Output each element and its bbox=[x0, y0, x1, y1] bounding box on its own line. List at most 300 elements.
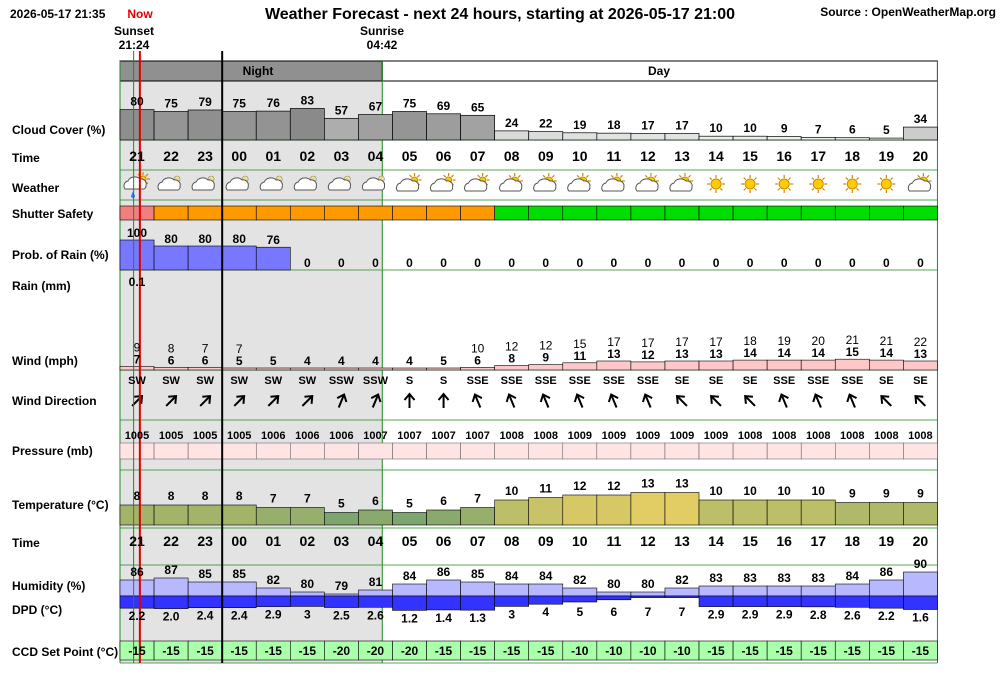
pressure-cell bbox=[529, 443, 563, 459]
temperature-value: 11 bbox=[539, 481, 553, 496]
cloud-bar bbox=[631, 134, 665, 140]
sun-ray bbox=[788, 188, 790, 190]
sun-ray bbox=[812, 178, 814, 180]
ccd-value: -15 bbox=[128, 644, 146, 658]
cloud-bar bbox=[324, 118, 358, 140]
sun-ray bbox=[880, 178, 882, 180]
time-label: 23 bbox=[197, 148, 213, 164]
humidity-value: 83 bbox=[743, 571, 757, 585]
dpd-bar bbox=[801, 596, 835, 607]
ccd-value: -15 bbox=[537, 644, 555, 658]
rain-prob-value: 0 bbox=[440, 256, 447, 270]
wind-gust-value: 17 bbox=[607, 335, 621, 349]
wind-arrow-icon bbox=[845, 393, 860, 410]
rain-prob-value: 0 bbox=[780, 256, 788, 270]
shutter-cell-safe bbox=[767, 206, 801, 220]
cloud-value: 6 bbox=[848, 122, 856, 137]
humidity-bar bbox=[563, 588, 597, 596]
temperature-bar bbox=[461, 508, 495, 526]
wind-bar bbox=[869, 360, 903, 370]
rain-prob-value: 80 bbox=[232, 232, 246, 246]
wind-dir-label: SSE bbox=[568, 375, 591, 387]
pressure-cell bbox=[427, 443, 461, 459]
sun-ray bbox=[645, 175, 647, 177]
pressure-cell bbox=[631, 443, 665, 459]
temperature-value: 10 bbox=[505, 484, 519, 498]
cloud-shape bbox=[534, 179, 556, 191]
dpd-value: 6 bbox=[610, 605, 618, 619]
dpd-bar bbox=[256, 596, 290, 607]
sun-ray bbox=[518, 175, 520, 177]
pressure-value: 1008 bbox=[533, 430, 558, 442]
sun-ray bbox=[744, 188, 746, 190]
wind-bar bbox=[154, 367, 188, 370]
pressure-cell bbox=[801, 443, 835, 459]
cloud-shape bbox=[431, 179, 453, 191]
sun-ray bbox=[410, 175, 412, 177]
rain-prob-value: 0 bbox=[508, 256, 516, 270]
day-header-label: Day bbox=[647, 64, 671, 78]
temperature-bar bbox=[563, 495, 597, 525]
cloud-bar bbox=[903, 127, 937, 140]
temperature-value: 12 bbox=[607, 479, 621, 493]
pressure-cell bbox=[733, 443, 767, 459]
humidity-bar bbox=[222, 582, 256, 596]
wind-dir-label: SE bbox=[708, 375, 724, 387]
wind-speed-value: 11 bbox=[573, 348, 587, 363]
cloud-value: 17 bbox=[641, 118, 655, 133]
cloud-bar bbox=[733, 136, 767, 140]
wind-arrow-icon bbox=[538, 393, 553, 410]
humidity-bar bbox=[665, 588, 699, 596]
wind-speed-value: 4 bbox=[406, 354, 413, 368]
dpd-value: 1.2 bbox=[401, 611, 418, 626]
cloud-bar bbox=[154, 112, 188, 141]
dpd-bar bbox=[222, 596, 256, 608]
rain-prob-value: 0 bbox=[474, 256, 481, 270]
humidity-bar bbox=[835, 584, 869, 596]
shutter-cell-safe bbox=[597, 206, 631, 220]
rain-prob-value: 0 bbox=[372, 256, 379, 270]
pressure-value: 1009 bbox=[601, 430, 627, 442]
pressure-cell bbox=[222, 443, 256, 459]
rain-prob-bar bbox=[188, 246, 222, 270]
cloud-shape bbox=[602, 179, 624, 191]
cloud-value: 83 bbox=[300, 93, 315, 108]
time-label: 14 bbox=[708, 148, 724, 164]
wind-dir-label: SSE bbox=[841, 375, 864, 387]
sunrise-label: Sunrise bbox=[359, 24, 405, 38]
temperature-bar bbox=[256, 508, 290, 526]
dpd-bar bbox=[188, 596, 222, 608]
humidity-value: 80 bbox=[300, 577, 315, 591]
cloud-value: 19 bbox=[573, 117, 587, 132]
sun-disc bbox=[779, 179, 789, 189]
cloud-shape bbox=[908, 179, 930, 191]
dpd-bar bbox=[699, 596, 733, 607]
now-label: Now bbox=[127, 7, 153, 21]
wind-dir-label: SSW bbox=[328, 375, 354, 387]
wind-gust-value: 19 bbox=[777, 334, 791, 349]
temperature-value: 6 bbox=[440, 494, 447, 508]
dpd-bar bbox=[358, 596, 392, 607]
wind-speed-value: 13 bbox=[675, 347, 689, 361]
sun-ray bbox=[552, 175, 554, 177]
humidity-value: 87 bbox=[164, 563, 178, 577]
ccd-value: -15 bbox=[298, 644, 317, 658]
humidity-bar bbox=[154, 578, 188, 596]
wind-arrow-icon bbox=[573, 393, 588, 410]
time-label: 17 bbox=[810, 148, 827, 164]
dpd-bar bbox=[154, 596, 188, 609]
sun-ray bbox=[478, 175, 480, 177]
wind-bar bbox=[699, 361, 733, 370]
rain-prob-value: 0 bbox=[917, 256, 924, 270]
temperature-value: 10 bbox=[811, 484, 825, 498]
wind-speed-value: 5 bbox=[269, 354, 277, 368]
shutter-cell-safe bbox=[869, 206, 903, 220]
rain-prob-value: 0 bbox=[678, 256, 686, 270]
wind-arrow-icon bbox=[439, 394, 449, 408]
ccd-value: -15 bbox=[196, 644, 214, 658]
ccd-value: -15 bbox=[911, 644, 930, 658]
sun-cloud-icon bbox=[636, 173, 659, 191]
temperature-value: 12 bbox=[573, 479, 587, 493]
pressure-value: 1005 bbox=[192, 430, 218, 442]
cloud-value: 24 bbox=[505, 115, 519, 130]
row-label-shutter: Shutter Safety bbox=[12, 207, 94, 221]
temperature-bar bbox=[699, 500, 733, 525]
wind-arrow-icon bbox=[504, 393, 519, 410]
sun-disc bbox=[881, 179, 891, 189]
ccd-value: -20 bbox=[366, 644, 385, 658]
pressure-value: 1007 bbox=[431, 430, 456, 442]
dpd-bar bbox=[324, 596, 358, 608]
row-label-time: Time bbox=[12, 151, 40, 165]
time-label-bottom: 06 bbox=[435, 533, 452, 549]
cloud-value: 34 bbox=[913, 112, 928, 127]
wind-bar bbox=[801, 360, 835, 370]
pressure-cell bbox=[358, 443, 392, 459]
rain-prob-value: 76 bbox=[266, 233, 280, 248]
row-label-wind-dir: Wind Direction bbox=[12, 394, 97, 408]
ccd-value: -15 bbox=[230, 644, 248, 658]
wind-dir-label: SW bbox=[230, 375, 249, 387]
temperature-bar bbox=[631, 493, 665, 526]
time-label: 09 bbox=[537, 148, 554, 164]
cloud-bar bbox=[188, 110, 222, 140]
pressure-cell bbox=[665, 443, 699, 459]
wind-arrow-icon bbox=[674, 393, 691, 410]
sun-ray bbox=[444, 175, 446, 177]
cloud-shape bbox=[568, 179, 590, 191]
temperature-bar bbox=[733, 500, 767, 525]
cloud-bar bbox=[529, 132, 563, 140]
time-label-bottom: 07 bbox=[469, 533, 486, 549]
arrow-shaft bbox=[746, 397, 755, 406]
wind-gust-value: 18 bbox=[743, 334, 757, 349]
sun-cloud-icon bbox=[602, 173, 625, 191]
wind-bar bbox=[835, 359, 869, 370]
wind-arrow-icon bbox=[641, 393, 656, 410]
dpd-bar bbox=[427, 596, 461, 610]
dpd-value: 2.9 bbox=[707, 607, 725, 622]
wind-arrow-icon bbox=[912, 393, 929, 410]
cloud-sun-icon bbox=[465, 173, 490, 191]
rain-prob-value: 0 bbox=[746, 256, 754, 270]
temperature-bar bbox=[903, 503, 937, 526]
pressure-value: 1006 bbox=[329, 430, 354, 442]
wind-gust-value: 21 bbox=[845, 333, 859, 348]
sun-ray bbox=[891, 188, 893, 190]
humidity-bar bbox=[188, 582, 222, 596]
dpd-value: 2.9 bbox=[775, 607, 793, 622]
sun-ray bbox=[754, 178, 756, 180]
sun-cloud-icon bbox=[908, 173, 931, 191]
cloud-value: 79 bbox=[198, 94, 212, 109]
time-label: 10 bbox=[572, 148, 588, 164]
humidity-value: 83 bbox=[709, 571, 723, 585]
dpd-value: 2.6 bbox=[367, 608, 384, 623]
row-label-rain-prob: Prob. of Rain (%) bbox=[12, 248, 109, 262]
dpd-bar bbox=[597, 596, 631, 600]
row-label-temperature: Temperature (°C) bbox=[12, 498, 109, 512]
humidity-value: 85 bbox=[198, 567, 212, 581]
dpd-bar bbox=[495, 596, 529, 606]
cloud-value: 22 bbox=[539, 116, 553, 131]
pressure-value: 1008 bbox=[874, 430, 899, 442]
row-label-weather: Weather bbox=[12, 181, 60, 195]
sun-ray bbox=[620, 175, 622, 177]
time-label-bottom: 17 bbox=[810, 533, 827, 549]
temperature-value: 13 bbox=[641, 476, 655, 491]
cloud-bar bbox=[120, 110, 154, 140]
wind-bar bbox=[767, 360, 801, 370]
wind-bar bbox=[256, 368, 290, 370]
cloud-value: 57 bbox=[334, 103, 349, 118]
humidity-bar bbox=[529, 584, 563, 596]
wind-gust-value: 8 bbox=[167, 341, 175, 356]
wind-speed-value: 9 bbox=[542, 350, 550, 365]
time-label: 19 bbox=[878, 148, 895, 164]
shutter-cell-safe bbox=[529, 206, 563, 220]
sun-ray bbox=[880, 188, 882, 190]
cloud-sun-icon bbox=[431, 173, 456, 191]
sun-ray bbox=[744, 178, 746, 180]
wind-bar bbox=[733, 360, 767, 370]
cloud-value: 80 bbox=[130, 94, 144, 109]
cloud-bar bbox=[461, 115, 495, 140]
cloud-value: 67 bbox=[368, 99, 383, 114]
sun-icon bbox=[809, 175, 827, 193]
row-label-wind: Wind (mph) bbox=[12, 354, 78, 368]
humidity-bar bbox=[699, 586, 733, 596]
wind-speed-value: 4 bbox=[372, 354, 379, 368]
wind-bar bbox=[563, 363, 597, 370]
cloud-shape bbox=[500, 179, 522, 191]
humidity-value: 82 bbox=[573, 573, 587, 587]
ccd-value: -15 bbox=[877, 644, 896, 658]
dpd-bar bbox=[767, 596, 801, 607]
pressure-cell bbox=[290, 443, 324, 459]
sun-ray bbox=[451, 175, 453, 177]
humidity-value: 86 bbox=[130, 565, 144, 579]
wind-arrow-icon bbox=[607, 393, 622, 410]
sun-icon bbox=[877, 175, 895, 193]
shutter-cell-marginal bbox=[188, 206, 222, 220]
wind-bar bbox=[597, 361, 631, 370]
temperature-value: 8 bbox=[235, 489, 243, 503]
cloud-value: 5 bbox=[883, 123, 890, 138]
wind-bar bbox=[495, 366, 529, 371]
wind-dir-label: SSE bbox=[534, 375, 557, 387]
temperature-value: 10 bbox=[777, 484, 791, 498]
wind-dir-label: SSW bbox=[362, 375, 388, 387]
time-label-bottom: 21 bbox=[129, 533, 145, 549]
rain-prob-value: 0 bbox=[644, 256, 652, 270]
dpd-value: 1.4 bbox=[435, 610, 452, 625]
time-label: 04 bbox=[367, 148, 384, 164]
wind-speed-value: 5 bbox=[235, 354, 243, 368]
dpd-bar bbox=[835, 596, 869, 607]
ccd-value: -20 bbox=[332, 644, 351, 658]
humidity-bar bbox=[495, 584, 529, 596]
wind-dir-label: SW bbox=[298, 375, 317, 387]
sun-ray bbox=[788, 178, 790, 180]
pressure-value: 1009 bbox=[567, 430, 593, 442]
time-label-bottom: 23 bbox=[197, 533, 213, 549]
time-label-bottom: 08 bbox=[503, 533, 520, 549]
humidity-value: 86 bbox=[436, 565, 451, 579]
sun-cloud-icon bbox=[534, 173, 557, 191]
wind-dir-label: SSE bbox=[500, 375, 523, 387]
dpd-value: 2.8 bbox=[809, 607, 827, 622]
rain-prob-value: 0 bbox=[542, 256, 550, 270]
sun-ray bbox=[586, 175, 588, 177]
ccd-value: -10 bbox=[571, 644, 589, 658]
temperature-bar bbox=[801, 500, 835, 525]
rain-prob-value: 0 bbox=[814, 256, 822, 270]
dpd-bar bbox=[563, 596, 597, 602]
rain-prob-value: 0 bbox=[883, 256, 890, 270]
pressure-value: 1007 bbox=[363, 430, 388, 442]
cloud-value: 17 bbox=[675, 118, 689, 133]
time-label: 15 bbox=[742, 148, 758, 164]
dpd-value: 4 bbox=[542, 605, 550, 620]
sun-ray bbox=[611, 175, 613, 177]
time-label-bottom: 04 bbox=[367, 533, 384, 549]
rain-prob-bar bbox=[120, 240, 154, 270]
shutter-cell-safe bbox=[903, 206, 937, 220]
dpd-bar bbox=[631, 596, 665, 598]
temperature-bar bbox=[869, 503, 903, 526]
sun-ray bbox=[679, 175, 681, 177]
rain-prob-value: 0 bbox=[338, 256, 345, 270]
temperature-value: 8 bbox=[167, 489, 175, 503]
dpd-value: 7 bbox=[644, 605, 652, 619]
wind-gust-value: 10 bbox=[470, 341, 485, 356]
pressure-cell bbox=[903, 443, 937, 459]
temperature-value: 5 bbox=[338, 496, 345, 511]
pressure-value: 1008 bbox=[805, 430, 831, 442]
sun-ray bbox=[857, 178, 859, 180]
pressure-cell bbox=[495, 443, 529, 459]
sun-ray bbox=[509, 175, 511, 177]
cloud-bar bbox=[767, 137, 801, 140]
cloud-bar bbox=[699, 136, 733, 140]
cloud-bar bbox=[290, 108, 324, 140]
wind-bar bbox=[290, 368, 324, 370]
ccd-value: -10 bbox=[605, 644, 623, 658]
wind-speed-value: 4 bbox=[303, 354, 311, 368]
time-label: 05 bbox=[401, 148, 418, 164]
wind-speed-value: 13 bbox=[607, 347, 621, 361]
wind-bar bbox=[903, 361, 937, 370]
shutter-cell-safe bbox=[665, 206, 699, 220]
rain-prob-value: 80 bbox=[164, 232, 178, 246]
pressure-value: 1008 bbox=[840, 430, 865, 442]
ccd-value: -20 bbox=[400, 644, 419, 658]
sun-ray bbox=[812, 188, 814, 190]
humidity-bar bbox=[869, 580, 903, 596]
rain-prob-value: 0 bbox=[406, 256, 413, 270]
humidity-value: 80 bbox=[607, 577, 621, 591]
dpd-value: 2.5 bbox=[333, 608, 350, 623]
cloud-value: 18 bbox=[607, 118, 621, 133]
wind-bar bbox=[529, 365, 563, 370]
cloud-bar bbox=[665, 134, 699, 140]
temperature-bar bbox=[597, 495, 631, 525]
time-label-bottom: 00 bbox=[231, 533, 247, 549]
wind-speed-value: 5 bbox=[440, 354, 447, 368]
sun-ray bbox=[689, 175, 691, 177]
pressure-cell bbox=[597, 443, 631, 459]
time-label: 02 bbox=[299, 148, 316, 164]
ccd-value: -15 bbox=[775, 644, 793, 658]
temperature-bar bbox=[767, 500, 801, 525]
time-label-bottom: 16 bbox=[776, 533, 792, 549]
cloud-bar bbox=[563, 133, 597, 140]
wind-dir-label: SSE bbox=[807, 375, 830, 387]
sun-icon bbox=[843, 175, 861, 193]
wind-bar bbox=[188, 367, 222, 370]
wind-gust-value: 12 bbox=[505, 339, 519, 354]
humidity-bar bbox=[631, 592, 665, 596]
wind-speed-value: 6 bbox=[474, 353, 481, 368]
humidity-value: 86 bbox=[879, 565, 894, 579]
cloud-value: 75 bbox=[232, 96, 246, 111]
wind-dir-label: SW bbox=[264, 375, 283, 387]
cloud-bar bbox=[222, 112, 256, 141]
sun-ray bbox=[846, 188, 848, 190]
wind-gust-value: 21 bbox=[879, 334, 894, 349]
wind-bar bbox=[222, 368, 256, 370]
wind-bar bbox=[324, 368, 358, 370]
cloud-bar bbox=[869, 138, 903, 140]
sun-ray bbox=[485, 175, 487, 177]
sun-cloud-icon bbox=[500, 173, 523, 191]
sun-ray bbox=[846, 178, 848, 180]
humidity-value: 83 bbox=[811, 571, 825, 585]
night-shading bbox=[120, 81, 382, 663]
temperature-bar bbox=[222, 505, 256, 525]
dpd-bar bbox=[529, 596, 563, 604]
pressure-cell bbox=[869, 443, 903, 459]
pressure-value: 1005 bbox=[124, 430, 150, 442]
cloud-shape bbox=[670, 179, 692, 191]
wind-bar bbox=[392, 368, 426, 370]
row-label-cloud: Cloud Cover (%) bbox=[12, 123, 106, 137]
